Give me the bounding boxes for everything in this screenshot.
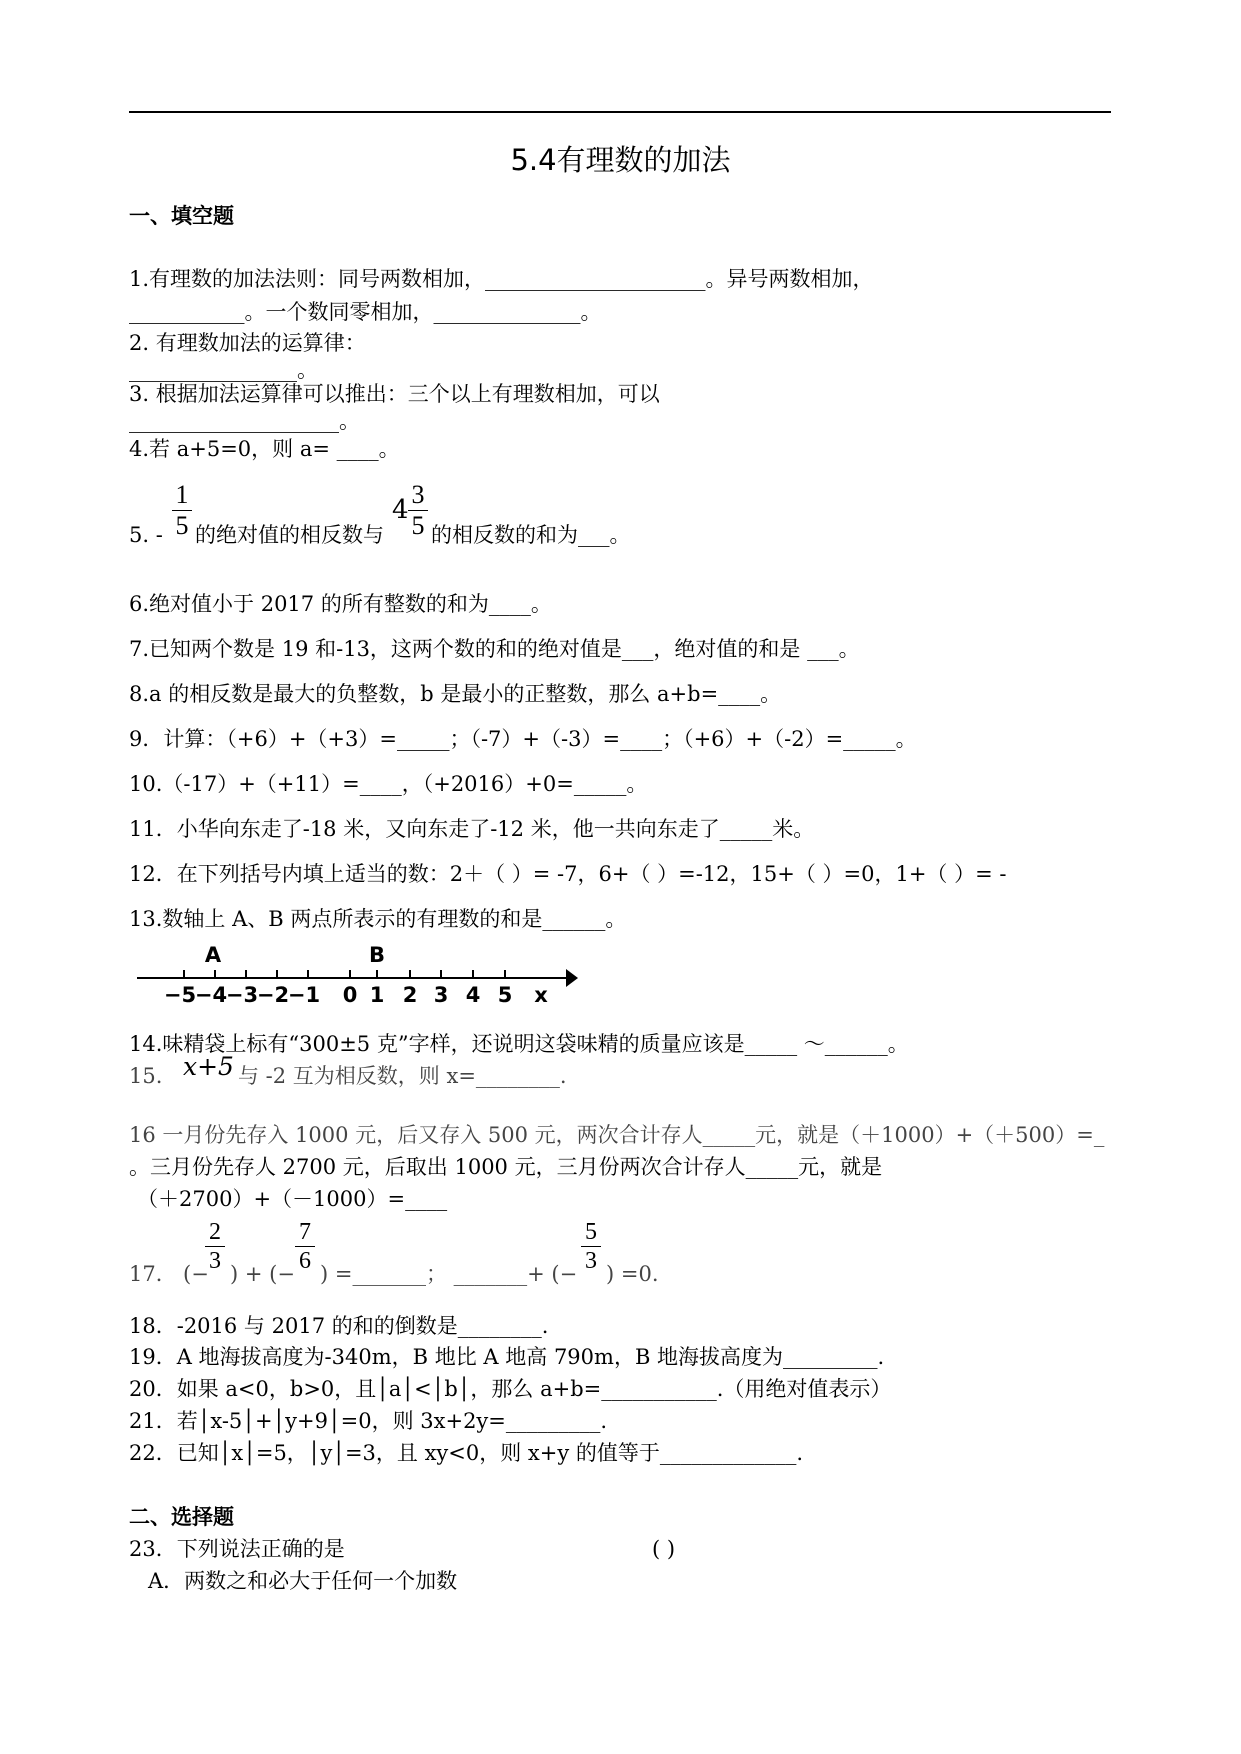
fraction-denominator: 6 — [299, 1248, 311, 1274]
question-5-whole-number: 4 — [392, 495, 409, 525]
tick-label: 4 — [465, 983, 481, 1007]
question-15-expression: x+5 — [183, 1052, 234, 1081]
question-18: 18．-2016 与 2017 的和的倒数是________. — [129, 1314, 549, 1338]
question-3-line2: ____________________。 — [129, 409, 360, 433]
question-17-fraction-1 — [205, 1220, 225, 1273]
question-17-fraction-3 — [581, 1220, 601, 1273]
question-13: 13.数轴上 A、B 两点所表示的有理数的和是______。 — [129, 907, 627, 931]
question-17-part4: ) =0. — [606, 1262, 659, 1286]
question-6: 6.绝对值小于 2017 的所有整数的和为____。 — [129, 592, 552, 616]
fraction-numerator: 3 — [411, 480, 425, 509]
fraction-denominator: 3 — [209, 1248, 221, 1274]
question-5-fraction-2 — [408, 482, 428, 539]
tick-label: 0 — [342, 983, 358, 1007]
tick-label: −4 — [194, 983, 228, 1007]
question-5-prefix: 5. - — [129, 523, 163, 547]
fraction-bar — [205, 1246, 225, 1247]
fraction-denominator: 5 — [175, 511, 189, 540]
question-8: 8.a 的相反数是最大的负整数，b 是最小的正整数，那么 a+b=____。 — [129, 682, 782, 706]
question-16-line2: 。三月份先存人 2700 元，后取出 1000 元，三月份两次合计存人_____元，就是 — [129, 1155, 883, 1179]
question-10: 10.（-17）+（+11）=____，（+2016）+0=_____。 — [129, 772, 648, 796]
fraction-numerator: 1 — [175, 480, 189, 509]
question-1-line2: ___________。一个数同零相加，______________。 — [129, 300, 602, 324]
tick-label: 1 — [369, 983, 385, 1007]
question-11: 11．小华向东走了-18 米，又向东走了-12 米，他一共向东走了_____米。 — [129, 817, 815, 841]
question-17-part2: ) + (− — [230, 1262, 295, 1286]
question-23-answer-bracket: ( ) — [652, 1537, 676, 1561]
question-9: 9．计算：（+6）+（+3）=_____；（-7）+（-3）=____；（+6）+（-2）=_____。 — [129, 727, 917, 751]
tick-label: 3 — [433, 983, 449, 1007]
question-3-line1: 3. 根据加法运算律可以推出：三个以上有理数相加，可以 — [129, 382, 660, 406]
question-22: 22．已知│x│=5，│y│=3，且 xy<0，则 x+y 的值等于_____________. — [129, 1441, 804, 1465]
fraction-numerator: 5 — [585, 1219, 597, 1245]
fraction-numerator: 2 — [209, 1219, 221, 1245]
tick-label: x — [534, 983, 548, 1007]
number-line-ticks — [184, 970, 505, 978]
fraction-numerator: 7 — [299, 1219, 311, 1245]
question-20: 20．如果 a<0，b>0，且│a│<│b│，那么 a+b=___________.（用绝对值表示） — [129, 1377, 892, 1401]
tick-label: 5 — [497, 983, 513, 1007]
question-17-fraction-2 — [295, 1220, 315, 1273]
header-rule — [129, 111, 1111, 113]
number-line-label-a: A — [204, 943, 222, 967]
question-17-part1: (− — [183, 1262, 209, 1286]
tick-label: −5 — [163, 983, 197, 1007]
tick-label: −1 — [287, 983, 321, 1007]
fraction-bar — [581, 1246, 601, 1247]
fraction-denominator: 3 — [585, 1248, 597, 1274]
question-2-line2: ________________。 — [129, 358, 318, 382]
question-16-line1: 16 一月份先存入 1000 元，后又存入 500 元，两次合计存人_____元，就是（＋1000）+（＋500）=_ — [129, 1123, 1105, 1147]
question-15-number: 15. — [129, 1064, 163, 1088]
question-21: 21．若│x-5│+│y+9│=0，则 3x+2y=_________. — [129, 1409, 608, 1433]
tick-label: −2 — [256, 983, 290, 1007]
fraction-bar — [295, 1246, 315, 1247]
section-choice-heading: 二、选择题 — [129, 1505, 234, 1529]
question-19: 19．A 地海拔高度为-340m，B 地比 A 地高 790m，B 地海拔高度为_________. — [129, 1345, 885, 1369]
question-17-part3: ) =_______； _______+ (− — [320, 1262, 578, 1286]
question-17-label: 17． — [129, 1262, 177, 1286]
question-5-fraction-1 — [172, 482, 192, 539]
question-4: 4.若 a+5=0，则 a= ____。 — [129, 437, 400, 461]
question-5-middle: 的绝对值的相反数与 — [195, 523, 384, 547]
question-15-rest: 与 -2 互为相反数，则 x=________. — [238, 1064, 567, 1088]
page-title: 5.4有理数的加法 — [510, 143, 731, 177]
question-1-line1: 1.有理数的加法法则：同号两数相加，_____________________。异号两数相加， — [129, 267, 874, 291]
tick-label: 2 — [402, 983, 418, 1007]
question-23-option-a: A．两数之和必大于任何一个加数 — [148, 1569, 458, 1593]
tick-label: −3 — [225, 983, 259, 1007]
section-fill-in-heading: 一、填空题 — [129, 204, 234, 228]
question-23: 23．下列说法正确的是 — [129, 1537, 345, 1561]
question-7: 7.已知两个数是 19 和-13，这两个数的和的绝对值是___，绝对值的和是 ___。 — [129, 637, 860, 661]
question-12: 12．在下列括号内填上适当的数：2＋（ ）= -7，6+（ ）=-12，15+（ ）=0，1+（ ）= - — [129, 862, 1007, 886]
question-5-end: 的相反数的和为___。 — [431, 523, 631, 547]
number-line — [129, 940, 579, 1008]
question-14: 14.味精袋上标有“300±5 克”字样，还说明这袋味精的质量应该是_____ ～______。 — [129, 1032, 909, 1056]
fraction-denominator: 5 — [411, 511, 425, 540]
number-line-label-b: B — [368, 943, 386, 967]
question-16-line3: （＋2700）+（－1000）=____ — [137, 1187, 448, 1211]
question-2-line1: 2. 有理数加法的运算律： — [129, 331, 366, 355]
number-line-arrow — [566, 969, 578, 987]
